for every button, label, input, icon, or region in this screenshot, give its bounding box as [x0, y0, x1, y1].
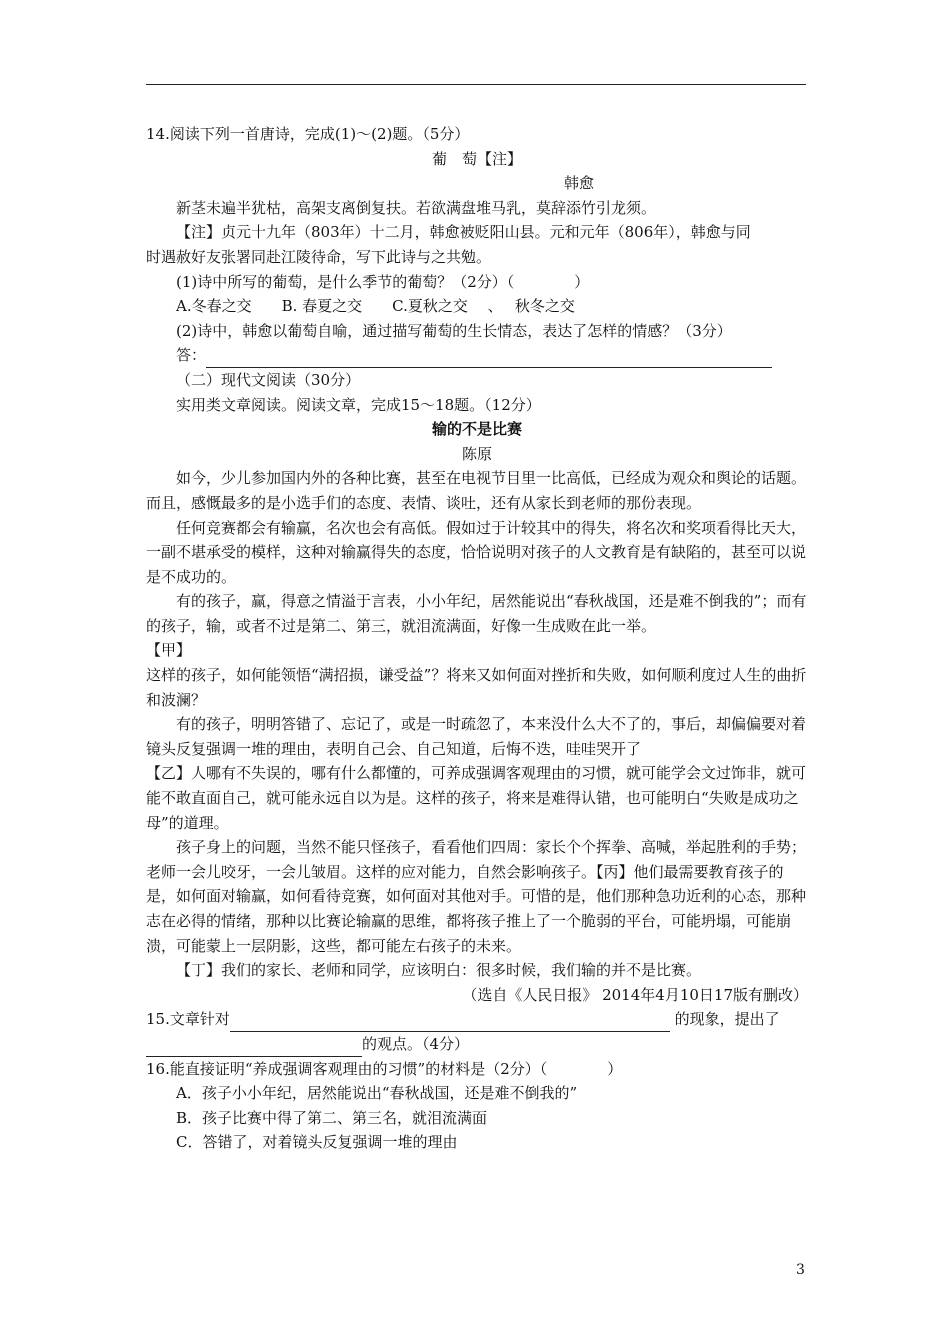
section2-heading: （二）现代文阅读（30分） [176, 370, 361, 389]
article-para6: 【丁】我们的家长、老师和同学，应该明白：很多时候，我们输的并不是比赛。 [176, 961, 702, 980]
answer-label: 答： [176, 346, 207, 365]
article-para4: 有的孩子，明明答错了、忘记了，或是一时疏忽了，本来没什么大不了的，事后，却偏偏要对着镜头反复强调一堆的理由，表明自己会、自己知道，后悔不迭，哇哇哭开了 [146, 715, 807, 758]
article-para5: 孩子身上的问题，当然不能只怪孩子，看看他们四周：家长个个挥拳、高喊，举起胜利的手势；老师一会儿咬牙，一会儿皱眉。这样的应对能力，自然会影响孩子。【丙】他们最需要教育孩子的是，如何面对输赢，如何看待竞赛，如何面对其他对手。可惜的是，他们那种急功近利的心态，那种志在必得的情绪，那种以比赛论输赢的思维，都将孩子推上了一个脆弱的平台，可能坍塌，可能崩溃，可能蒙上一层阴影，这些，都可能左右孩子的未来。 [146, 838, 807, 955]
page-content [146, 122, 808, 1155]
poem-title: 葡 萄【注】 [431, 149, 522, 168]
q16-option-b: B．孩子比赛中得了第二、第三名，就泪流满面 [176, 1108, 488, 1127]
q15-middle: 的现象，提出了 [674, 1010, 780, 1029]
q14-stem: 14.阅读下列一首唐诗，完成(1)～(2)题。（5分） [146, 125, 470, 143]
q14-sub1: (1)诗中所写的葡萄，是什么季节的葡萄？（2分）（ ） [176, 272, 590, 291]
article-para4b: 【乙】人哪有不失误的，哪有什么都懂的，可养成强调客观理由的习惯，就可能学会文过饰非，就可能不敢直面自己，就可能永远自以为是。这样的孩子，将来是难得认错，也可能明白“失败是成功之母”的道理。 [146, 764, 807, 832]
section2-intro: 实用类文章阅读。阅读文章，完成15～18题。（12分） [176, 395, 541, 414]
q14-sub2: (2)诗中，韩愈以葡萄自喻，通过描写葡萄的生长情态，表达了怎样的情感？（3分） [176, 321, 732, 340]
poem-text: 新茎未遍半犹枯，高架支离倒复扶。若欲满盘堆马乳，莫辞添竹引龙须。 [176, 198, 657, 217]
q14-answer-row [146, 343, 808, 368]
q16-option-a: A．孩子小小年纪，居然能说出“春秋战国，还是难不倒我的” [176, 1084, 578, 1103]
q15-line2 [146, 1032, 808, 1057]
q15-line1 [146, 1007, 808, 1032]
header-rule [146, 84, 806, 85]
poem-note-line2: 时遇赦好友张署同赴江陵待命，写下此诗与之共勉。 [146, 247, 492, 266]
q16-stem: 16.能直接证明“养成强调客观理由的习惯”的材料是（2分）（ ） [146, 1059, 623, 1078]
article-para1: 如今，少儿参加国内外的各种比赛，甚至在电视节目里一比高低，已经成为观众和舆论的话题。而且，感慨最多的是小选手们的态度、表情、谈吐，还有从家长到老师的那份表现。 [146, 469, 807, 512]
article-para2: 任何竞赛都会有输赢，名次也会有高低。假如过于计较其中的得失，将名次和奖项看得比天大，一副不堪承受的模样，这种对输赢得失的态度，恰恰说明对孩子的人文教育是有缺陷的，甚至可以说是不成功的。 [146, 518, 807, 586]
poem-author: 韩愈 [564, 174, 595, 193]
q15-prefix: 15.文章针对 [146, 1010, 230, 1029]
page-number: 3 [796, 1262, 805, 1278]
article-source: （选自《人民日报》 2014年4月10日17版有删改） [462, 985, 808, 1004]
article-para3: 有的孩子，赢，得意之情溢于言表，小小年纪，居然能说出“春秋战国，还是难不倒我的”；而有的孩子，输，或者不过是第二、第三，就泪流满面，好像一生成败在此一举。 [146, 592, 807, 635]
mark-jia: 【甲】 [146, 641, 192, 660]
poem-note-line1: 【注】贞元十九年（803年）十二月，韩愈被贬阳山县。元和元年（806年），韩愈与同 [176, 223, 751, 242]
article-author: 陈原 [461, 444, 492, 463]
answer-line[interactable] [206, 350, 772, 368]
article-title: 输的不是比赛 [431, 420, 522, 439]
q16-option-c: C．答错了，对着镜头反复强调一堆的理由 [176, 1133, 458, 1152]
q15-blank2[interactable] [146, 1039, 362, 1057]
q15-blank1[interactable] [230, 1014, 670, 1032]
q15-suffix: 的观点。（4分） [362, 1034, 470, 1053]
q14-sub1-options: A.冬春之交 B. 春夏之交 C.夏秋之交 、 秋冬之交 [176, 297, 575, 316]
article-para3b: 这样的孩子，如何能领悟“满招损，谦受益”？将来又如何面对挫折和失败，如何顺利度过人生的曲折和波澜？ [146, 666, 807, 709]
